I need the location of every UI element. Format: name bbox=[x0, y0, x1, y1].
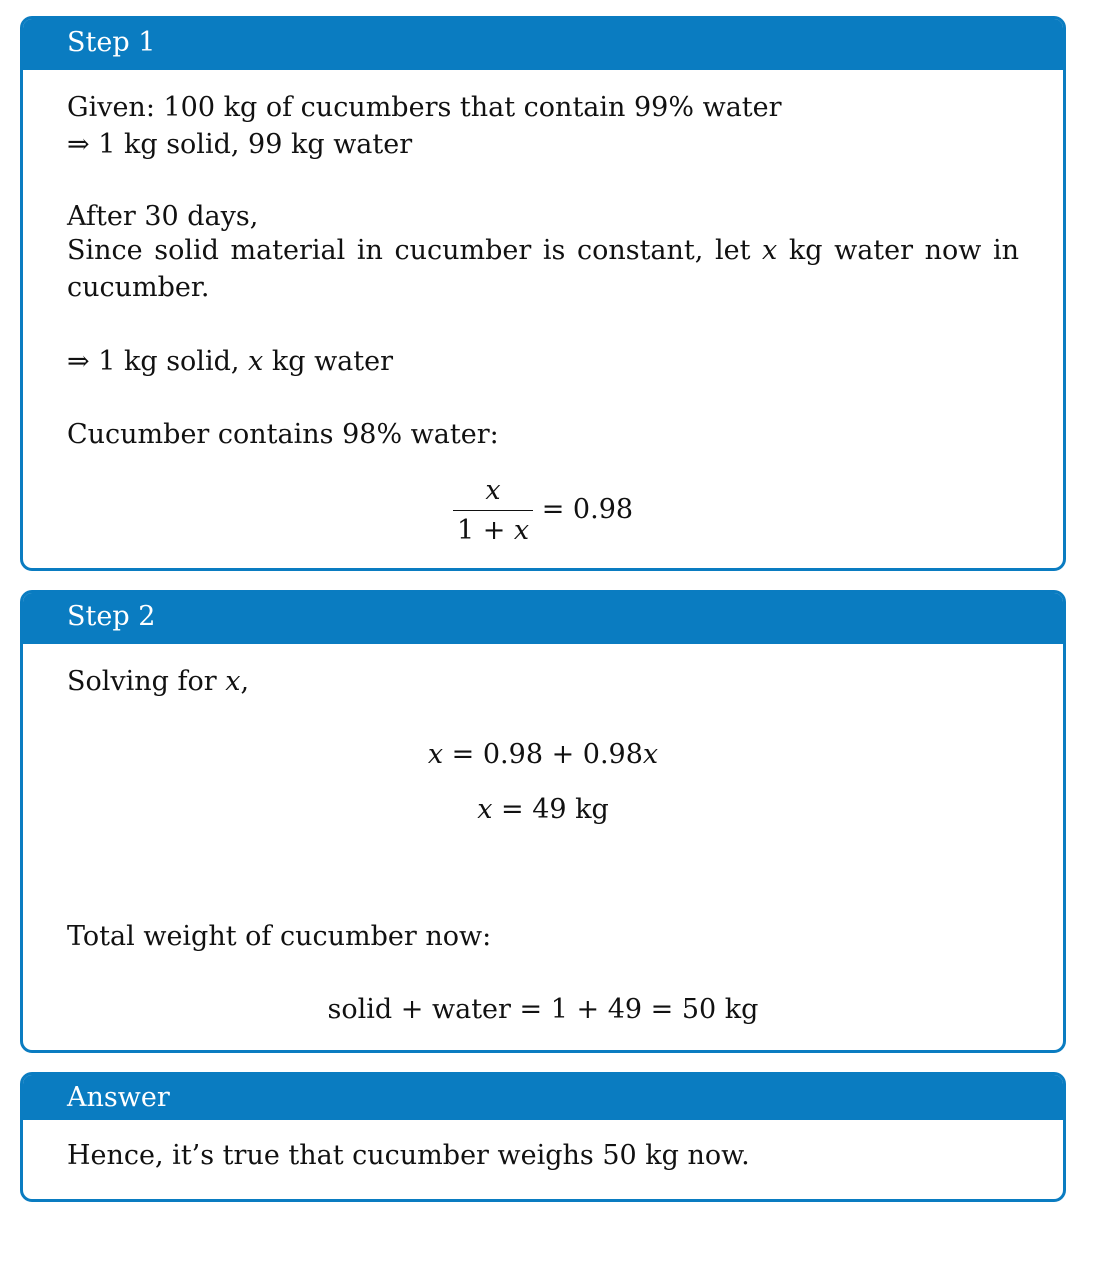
implies-line-2 bbox=[67, 346, 1019, 377]
since-paragraph bbox=[67, 232, 1019, 306]
fraction-denominator bbox=[453, 511, 533, 546]
final-equation: solid + water = 1 + 49 = 50 kg bbox=[327, 994, 759, 1025]
frac-den-var: x bbox=[513, 515, 530, 546]
step2-box bbox=[20, 590, 1066, 1053]
contains-line: Cucumber contains 98% water: bbox=[67, 419, 499, 450]
since-text-pre: Since solid material in cucumber is constant, let bbox=[67, 235, 763, 266]
equation-1 bbox=[23, 739, 1063, 770]
implies-2-var: x bbox=[248, 346, 264, 377]
since-var: x bbox=[762, 235, 778, 266]
step1-title: Step 1 bbox=[67, 27, 156, 58]
given-line: Given: 100 kg of cucumbers that contain 99% water bbox=[67, 92, 782, 123]
solving-var: x bbox=[225, 666, 241, 697]
eq1-var2: x bbox=[642, 739, 659, 770]
eq1-mid: = 0.98 + 0.98 bbox=[443, 739, 643, 770]
step1-box bbox=[20, 16, 1066, 571]
implies-2-pre: ⇒ 1 kg solid, bbox=[67, 346, 249, 377]
solving-post: , bbox=[240, 666, 250, 697]
implies-2-post: kg water bbox=[263, 346, 394, 377]
after-days-line: After 30 days, bbox=[67, 201, 259, 232]
answer-title: Answer bbox=[67, 1082, 170, 1113]
eq2-rest: = 49 kg bbox=[492, 794, 609, 825]
step2-body bbox=[23, 644, 1063, 1050]
step2-title: Step 2 bbox=[67, 601, 156, 632]
eq1-var: x bbox=[427, 739, 444, 770]
step1-body bbox=[23, 70, 1063, 568]
since-text-post: kg water now in cucumber. bbox=[67, 235, 1019, 303]
answer-box bbox=[20, 1072, 1066, 1202]
fraction bbox=[453, 475, 533, 546]
fraction-numerator: x bbox=[453, 475, 533, 511]
equation-2 bbox=[23, 794, 1063, 825]
answer-header bbox=[23, 1075, 1063, 1120]
step2-header bbox=[23, 593, 1063, 644]
frac-den-pre: 1 + bbox=[456, 515, 514, 546]
answer-body bbox=[23, 1120, 1063, 1202]
solving-line bbox=[67, 666, 1019, 697]
answer-text: Hence, it’s true that cucumber weighs 50 kg now. bbox=[67, 1140, 750, 1171]
fraction-equation bbox=[23, 475, 1063, 546]
fraction-rhs: = 0.98 bbox=[533, 494, 634, 525]
implies-line-1: ⇒ 1 kg solid, 99 kg water bbox=[67, 129, 413, 160]
eq2-var: x bbox=[477, 794, 493, 825]
step1-header bbox=[23, 19, 1063, 70]
total-line: Total weight of cucumber now: bbox=[67, 921, 492, 952]
solving-pre: Solving for bbox=[67, 666, 226, 697]
